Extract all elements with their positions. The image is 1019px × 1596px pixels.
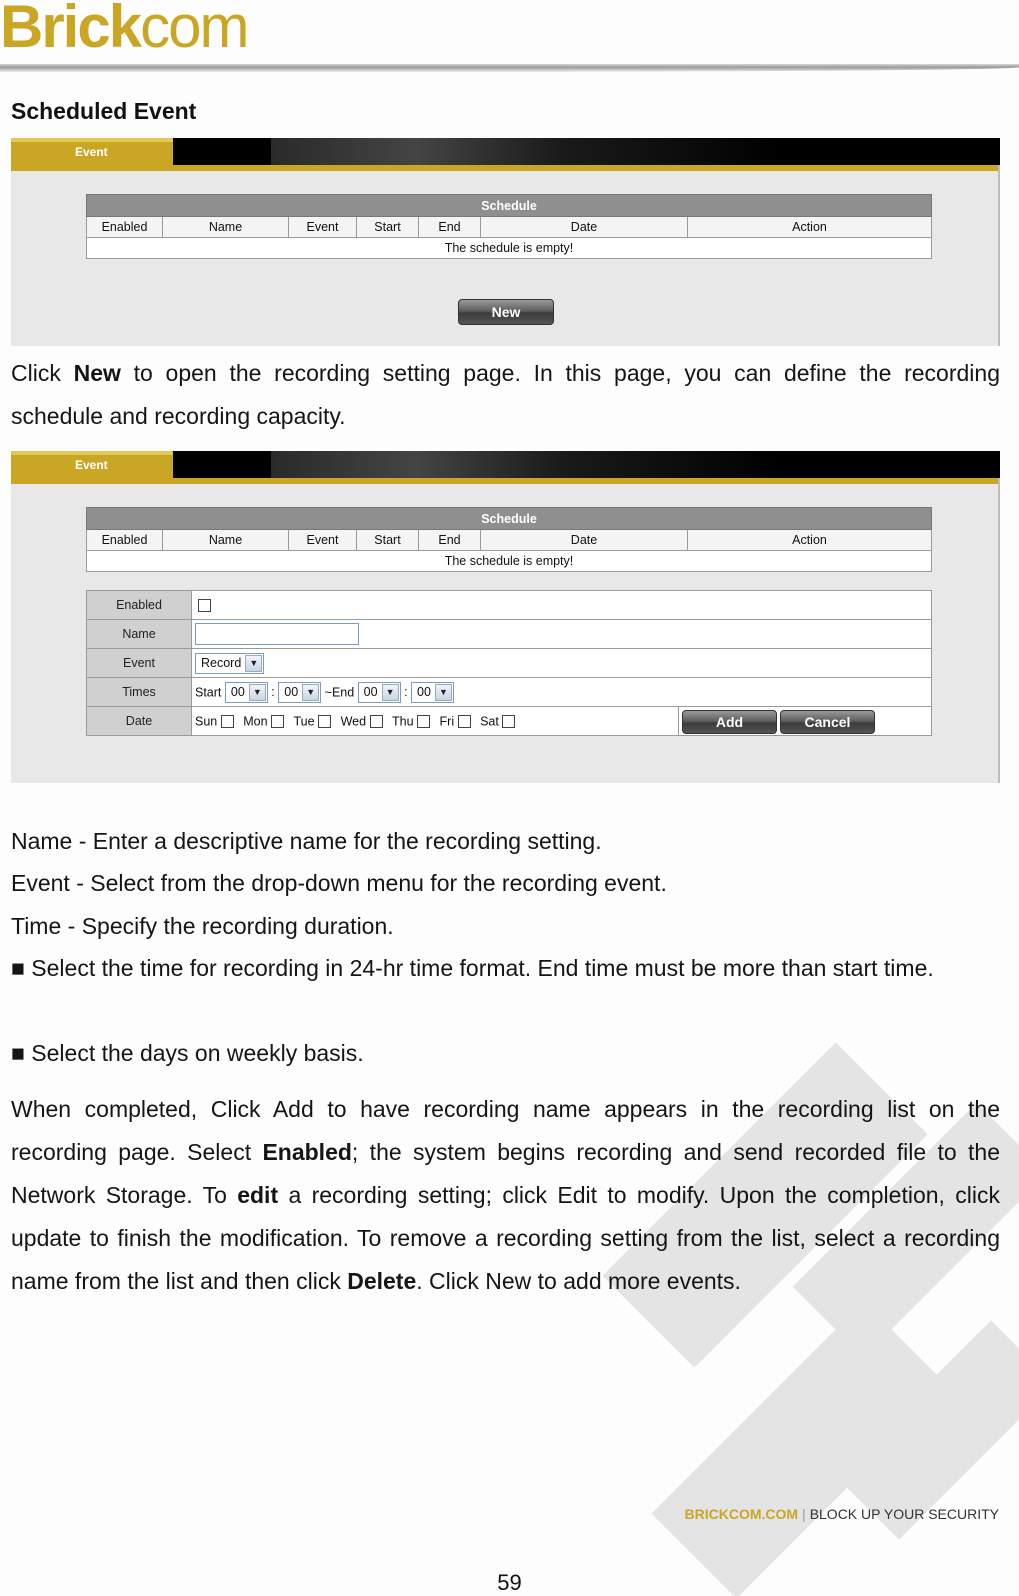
schedule-form: Enabled Name Event Record ▼ Times Start 00 ▼ : 00 ▼ ~End 00 ▼ : 00 ▼ Date Sun Mon Tue Wed Thu Fri Sat Add Cancel <box>86 590 932 736</box>
day-tue-checkbox[interactable] <box>318 715 331 728</box>
bullet-days: ■ Select the days on weekly basis. <box>11 1040 364 1066</box>
column-header: Name <box>163 217 289 238</box>
empty-message: The schedule is empty! <box>87 551 932 572</box>
chevron-down-icon: ▼ <box>302 684 319 701</box>
event-select[interactable]: Record ▼ <box>195 653 264 674</box>
header-divider <box>0 64 1019 72</box>
description-event: Event - Select from the drop-down menu for the recording event. <box>11 870 667 896</box>
end-minute-select[interactable]: 00 ▼ <box>411 682 454 703</box>
brickcom-logo: Brickcom <box>0 0 248 60</box>
schedule-form-screenshot <box>11 451 1000 783</box>
empty-message: The schedule is empty! <box>87 238 932 259</box>
day-mon-checkbox[interactable] <box>271 715 284 728</box>
tab-event[interactable]: Event <box>11 138 173 165</box>
column-header: Event <box>289 217 357 238</box>
day-sun-label: Sun <box>195 714 218 729</box>
day-wed-checkbox[interactable] <box>370 715 383 728</box>
new-button[interactable]: New <box>458 299 554 325</box>
start-label: Start <box>195 685 222 699</box>
schedule-caption: Schedule <box>87 508 932 530</box>
chevron-down-icon: ▼ <box>435 684 452 701</box>
day-sat-checkbox[interactable] <box>502 715 515 728</box>
footer-brand: BRICKCOM.COM | BLOCK UP YOUR SECURITY <box>684 1506 999 1522</box>
column-header: Date <box>481 217 688 238</box>
enabled-checkbox[interactable] <box>198 599 211 612</box>
day-thu-label: Thu <box>392 714 414 729</box>
column-header: Event <box>289 530 357 551</box>
enabled-label: Enabled <box>87 591 192 620</box>
bullet-time-format: ■ Select the time for recording in 24-hr time format. End time must be more than start time. <box>11 955 934 981</box>
column-header: Start <box>357 217 419 238</box>
event-label: Event <box>87 649 192 678</box>
section-title: Scheduled Event <box>11 98 197 124</box>
description-name: Name - Enter a descriptive name for the recording setting. <box>11 828 602 854</box>
page-number: 59 <box>497 1570 522 1595</box>
column-header: End <box>419 530 481 551</box>
column-header: Enabled <box>87 217 163 238</box>
tab-event[interactable]: Event <box>11 451 173 478</box>
description-time: Time - Specify the recording duration. <box>11 913 394 939</box>
cancel-button[interactable]: Cancel <box>780 710 875 734</box>
column-header: End <box>419 217 481 238</box>
end-label: ~End <box>324 685 355 699</box>
day-mon-label: Mon <box>243 714 268 729</box>
name-label: Name <box>87 620 192 649</box>
column-header: Date <box>481 530 688 551</box>
column-header: Action <box>688 217 932 238</box>
intro-paragraph: Click New to open the recording setting page. In this page, you can define the recording schedule and recording capacity. <box>11 360 1000 429</box>
chevron-down-icon: ▼ <box>249 684 266 701</box>
column-header: Action <box>688 530 932 551</box>
chevron-down-icon: ▼ <box>245 655 262 672</box>
schedule-table <box>86 194 932 259</box>
add-button[interactable]: Add <box>682 710 777 734</box>
day-fri-label: Fri <box>439 714 455 729</box>
day-wed-label: Wed <box>340 714 367 729</box>
column-header: Enabled <box>87 530 163 551</box>
day-thu-checkbox[interactable] <box>417 715 430 728</box>
name-input[interactable] <box>195 623 359 645</box>
date-label: Date <box>87 707 192 736</box>
start-hour-select[interactable]: 00 ▼ <box>225 682 268 703</box>
schedule-table <box>86 507 932 572</box>
completion-paragraph: When completed, Click Add to have recording name appears in the recording list on the recording page. Select Enabled; the system begins recording and send recorded file to the Network Storage. To edit a recording setting; click Edit to modify. Upon the completion, click update to finish the modification. To remove a recording setting from the list, select a recording name from the list and then click Delete. Click New to add more events. <box>11 1096 1000 1294</box>
times-label: Times <box>87 678 192 707</box>
end-hour-select[interactable]: 00 ▼ <box>358 682 401 703</box>
day-sat-label: Sat <box>480 714 499 729</box>
day-sun-checkbox[interactable] <box>221 715 234 728</box>
day-tue-label: Tue <box>293 714 315 729</box>
schedule-caption: Schedule <box>87 195 932 217</box>
column-header: Start <box>357 530 419 551</box>
schedule-screenshot <box>11 138 1000 346</box>
start-minute-select[interactable]: 00 ▼ <box>278 682 321 703</box>
chevron-down-icon: ▼ <box>382 684 399 701</box>
column-header: Name <box>163 530 289 551</box>
day-fri-checkbox[interactable] <box>458 715 471 728</box>
